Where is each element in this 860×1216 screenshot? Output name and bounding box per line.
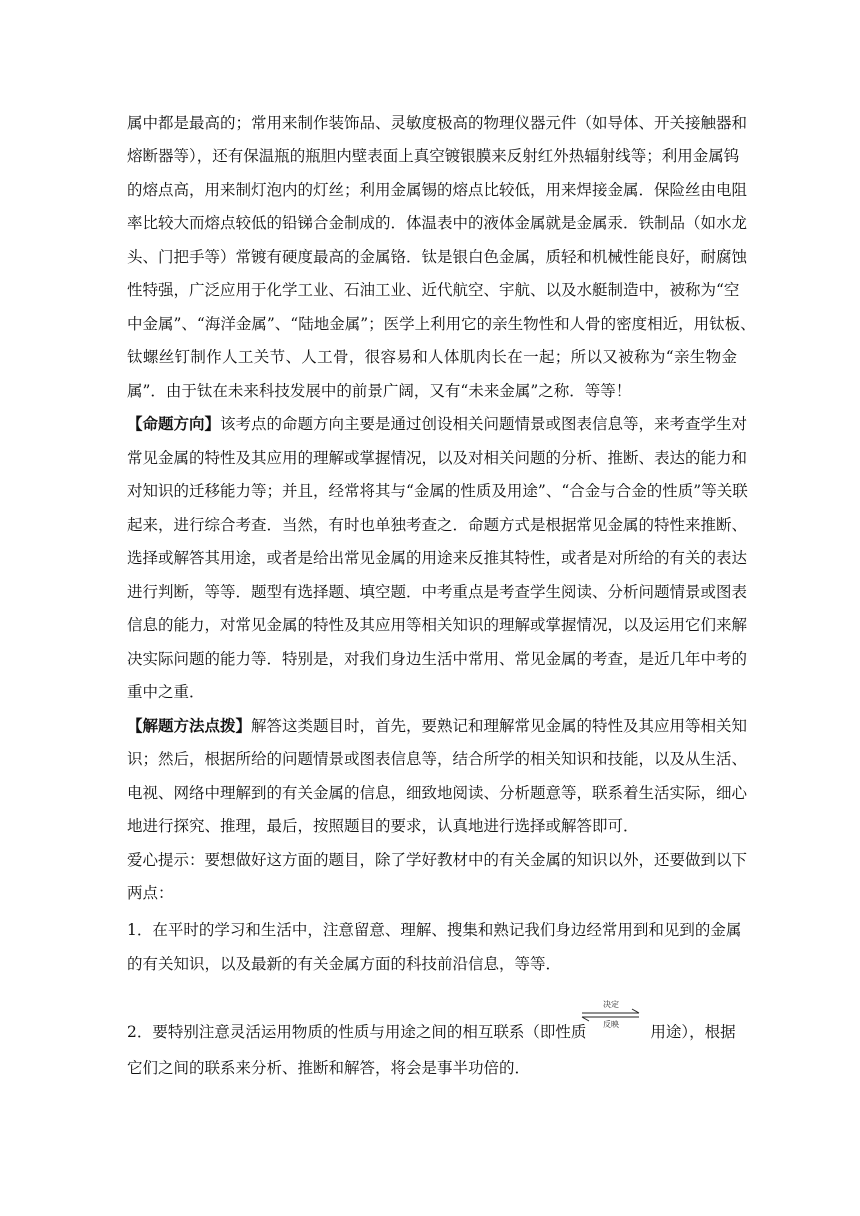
section-heading: 【解题方法点拨】 bbox=[127, 716, 252, 735]
text-line: 爱心提示：要想做好这方面的题目，除了学好教材中的有关金属的知识以外，还要做到以下 bbox=[127, 851, 748, 869]
text-line: 的熔点高，用来制灯泡内的灯丝；利用金属锡的熔点比较低，用来焊接金属．保险丝由电阻 bbox=[127, 181, 748, 199]
text-line: 率比较大而熔点较低的铅锑合金制成的．体温表中的液体金属就是金属汞．铁制品（如水龙 bbox=[127, 214, 748, 232]
text-line: 的有关知识，以及最新的有关金属方面的科技前沿信息，等等． bbox=[127, 955, 562, 973]
arrow-bottom-label: 反映 bbox=[603, 1020, 619, 1029]
text-line: 起来，进行综合考查．当然，有时也单独考查之．命题方式是根据常见金属的特性来推断、 bbox=[127, 516, 748, 534]
text-line: 对知识的迁移能力等；并且，经常将其与“金属的性质及用途”、“合金与合金的性质”等关联 bbox=[127, 482, 748, 500]
text-line: 头、门把手等）常镀有硬度最高的金属铬．钛是银白色金属，质轻和机械性能良好，耐腐蚀 bbox=[127, 248, 748, 266]
reversible-arrow-icon bbox=[579, 1000, 643, 1036]
text-line: 信息的能力，对常见金属的特性及其应用等相关知识的理解或掌握情况，以及运用它们来解 bbox=[127, 616, 748, 634]
text-line: 熔断器等），还有保温瓶的瓶胆内壁表面上真空镀银膜来反射红外热辐射线等；利用金属钨 bbox=[127, 147, 740, 165]
text-line: 它们之间的联系来分析、推断和解答，将会是事半功倍的． bbox=[127, 1059, 531, 1077]
text-line: 属中都是最高的；常用来制作装饰品、灵敏度极高的物理仪器元件（如导体、开关接触器和 bbox=[127, 114, 748, 132]
double-arrow-icon bbox=[579, 1000, 643, 1036]
text-span: 2．要特别注意灵活运用物质的性质与用途之间的相互联系（即性质 bbox=[127, 1023, 587, 1041]
text-line: 地进行探究、推理，最后，按照题目的要求，认真地进行选择或解答即可． bbox=[127, 817, 639, 835]
text-line: 钛螺丝钉制作人工关节、人工骨，很容易和人体肌肉长在一起；所以又被称为“亲生物金 bbox=[127, 348, 737, 366]
section-heading: 【命题方向】 bbox=[127, 414, 221, 433]
text-line: 常见金属的特性及其应用的理解或掌握情况，以及对相关问题的分析、推断、表达的能力和 bbox=[127, 449, 748, 467]
text-line bbox=[127, 1022, 737, 1042]
text-span: 该考点的命题方向主要是通过创设相关问题情景或图表信息等，来考查学生对 bbox=[220, 415, 748, 433]
text-line: 重中之重． bbox=[127, 683, 205, 701]
text-line: 选择或解答其用途，或者是给出常见金属的用途来反推其特性，或者是对所给的有关的表达 bbox=[127, 549, 748, 567]
text-line: 两点： bbox=[127, 884, 174, 902]
text-line: 识；然后，根据所给的问题情景或图表信息等，结合所学的相关知识和技能，以及从生活、 bbox=[127, 750, 748, 768]
text-line bbox=[127, 414, 748, 434]
text-line: 1．在平时的学习和生活中，注意留意、理解、搜集和熟记我们身边经常用到和见到的金属 bbox=[127, 921, 742, 939]
text-line: 电视、网络中理解到的有关金属的信息，细致地阅读、分析题意等，联系着生活实际，细心 bbox=[127, 784, 748, 802]
arrow-top-label: 决定 bbox=[603, 1000, 619, 1009]
text-line: 进行判断，等等．题型有选择题、填空题．中考重点是考查学生阅读、分析问题情景或图表 bbox=[127, 583, 748, 601]
text-line: 属”．由于钛在未来科技发展中的前景广阔，又有“未来金属”之称．等等！ bbox=[127, 382, 632, 400]
text-span: 解答这类题目时，首先，要熟记和理解常见金属的特性及其应用等相关知 bbox=[251, 717, 748, 735]
text-line bbox=[127, 716, 748, 736]
text-line: 中金属”、“海洋金属”、“陆地金属”；医学上利用它的亲生物性和人骨的密度相近，用钛板、 bbox=[127, 315, 756, 333]
text-span: 用途），根据 bbox=[650, 1023, 736, 1041]
text-line: 性特强，广泛应用于化学工业、石油工业、近代航空、宇航、以及水艇制造中，被称为“空 bbox=[127, 281, 740, 299]
text-line: 决实际问题的能力等．特别是，对我们身边生活中常用、常见金属的考查，是近几年中考的 bbox=[127, 650, 748, 668]
